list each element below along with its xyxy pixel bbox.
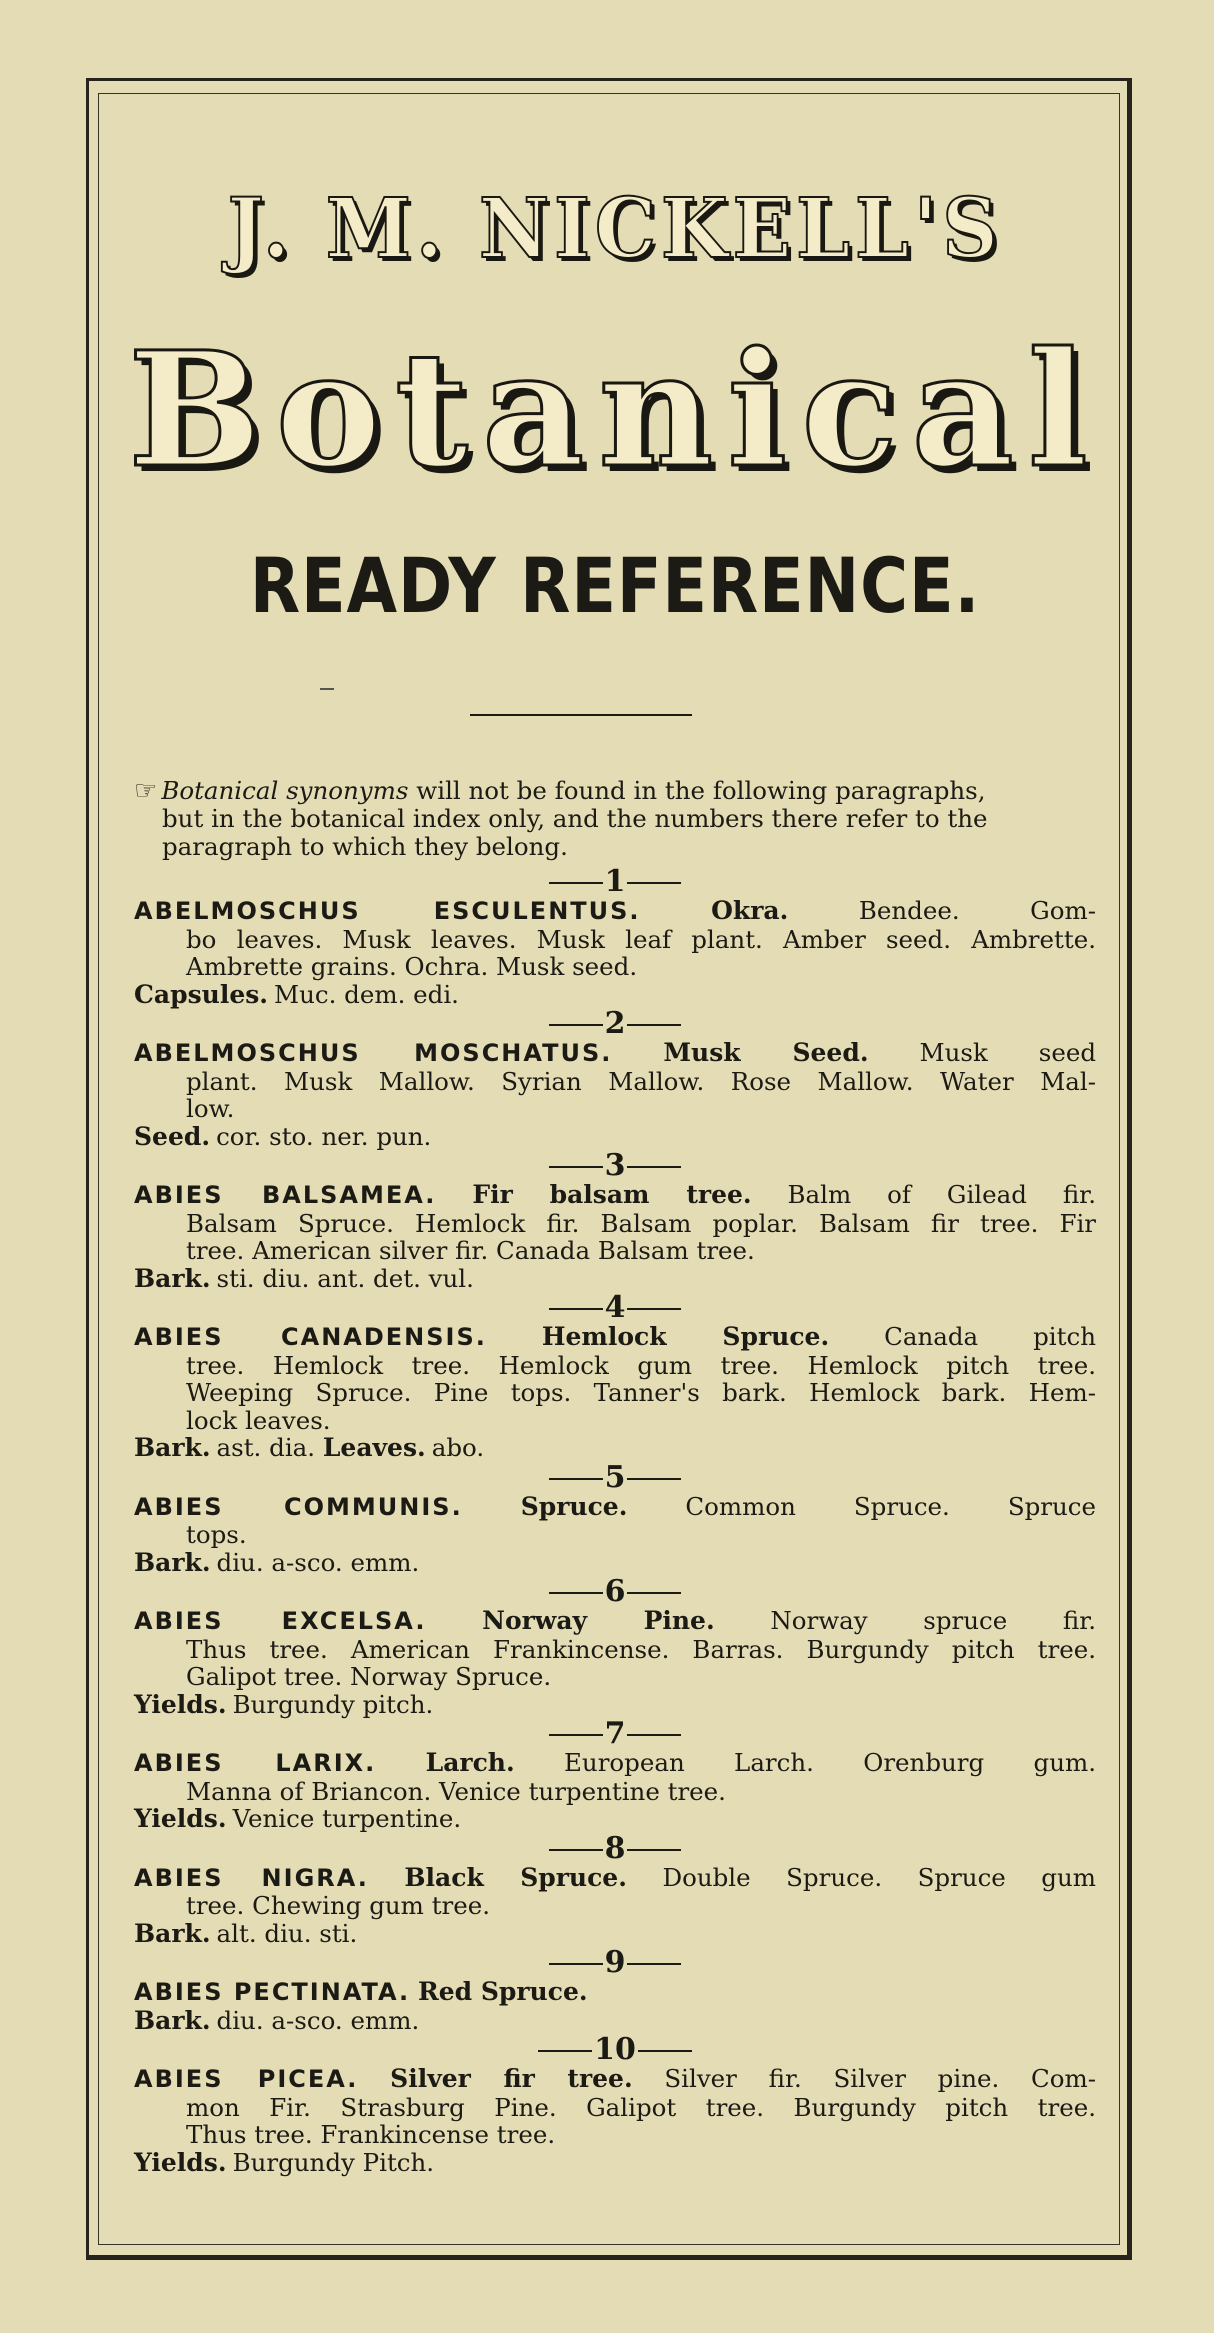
synonyms-continuation: Balsam Spruce. Hemlock fir. Balsam poplar. Balsam fir tree. Fir: [186, 1208, 1096, 1238]
latin-name: ABELMOSCHUS ESCULENTUS.: [134, 897, 641, 925]
latin-name: ABIES PECTINATA.: [134, 1978, 411, 2006]
properties-line: [134, 1265, 1096, 1293]
properties-text: alt. diu. sti.: [216, 1918, 358, 1948]
common-name: Okra.: [711, 896, 789, 925]
number-dash-right: [627, 1963, 681, 1965]
synonyms-text: Double Spruce. Spruce gum: [662, 1862, 1096, 1892]
properties-line: [134, 981, 1096, 1009]
number-dash-right: [627, 1849, 681, 1851]
common-name: Red Spruce.: [417, 1977, 588, 2006]
number-dash-left: [549, 1734, 603, 1736]
properties-line: [134, 1434, 1096, 1462]
paragraph-number: [134, 1830, 1096, 1866]
synonyms-continuation: tree. American silver fir. Canada Balsam tree.: [186, 1236, 755, 1265]
note-line-2: but in the botanical index only, and the numbers there refer to the: [162, 804, 988, 833]
plant-part: Bark.: [134, 2005, 211, 2035]
paragraph-number-text: 6: [604, 1574, 626, 1609]
number-dash-right: [627, 1024, 681, 1026]
properties-text: cor. sto. ner. pun.: [216, 1121, 432, 1151]
paragraph-number-text: 3: [604, 1148, 626, 1183]
paragraph-number-text: 7: [604, 1716, 626, 1751]
latin-name: ABIES NIGRA.: [134, 1863, 369, 1892]
number-dash-right: [627, 1478, 681, 1480]
common-name: Black Spruce.: [404, 1862, 627, 1892]
plant-part: Bark.: [134, 1918, 211, 1948]
plant-part: Yields.: [134, 1804, 227, 1833]
latin-name: ABELMOSCHUS MOSCHATUS.: [134, 1039, 613, 1067]
plant-part: Leaves.: [322, 1433, 426, 1462]
paragraph-number-text: 9: [604, 1945, 626, 1980]
synonyms-text: Musk seed: [919, 1038, 1097, 1067]
entry-paragraph: [134, 1830, 1096, 1948]
entry-paragraph: [134, 1150, 1096, 1292]
entry-heading-line: [134, 2065, 1096, 2094]
synonyms-continuation: lock leaves.: [186, 1405, 331, 1435]
number-dash-left: [549, 882, 603, 884]
synonyms-text: Canada pitch: [884, 1322, 1096, 1351]
synonyms-continuation: mon Fir. Strasburg Pine. Galipot tree. Burgundy pitch tree.: [186, 2092, 1096, 2122]
properties-line: [134, 1805, 1096, 1833]
properties-line: [134, 2007, 1096, 2035]
common-name: Hemlock Spruce.: [541, 1322, 830, 1351]
number-dash-left: [549, 1592, 603, 1594]
properties-line: [134, 2149, 1096, 2177]
synonyms-note: [134, 777, 1096, 861]
entry-list: [134, 866, 1096, 2176]
common-name: Larch.: [425, 1748, 515, 1777]
entry-paragraph: [134, 1292, 1096, 1462]
synonyms-text: Bendee. Gom-: [858, 896, 1096, 925]
plant-part: Capsules.: [134, 979, 269, 1009]
paragraph-number-text: 5: [604, 1459, 626, 1495]
synonyms-continuation: plant. Musk Mallow. Syrian Mallow. Rose Mallow. Water Mal-: [186, 1066, 1096, 1096]
entry-paragraph: [134, 2034, 1096, 2176]
properties-text: Muc. dem. edi.: [274, 979, 459, 1009]
paragraph-number: [134, 1947, 1096, 1978]
latin-name: ABIES COMMUNIS.: [134, 1492, 463, 1521]
entry-heading-line: [134, 1039, 1096, 1068]
synonyms-continuation: Galipot tree. Norway Spruce.: [186, 1662, 552, 1691]
latin-name: ABIES EXCELSA.: [134, 1607, 427, 1635]
entry-heading-line: [134, 897, 1096, 926]
pointing-hand-icon: ☞: [134, 776, 158, 806]
properties-text: abo.: [431, 1433, 485, 1462]
properties-line: [134, 1920, 1096, 1948]
plant-part: Bark.: [134, 1433, 211, 1462]
entry-paragraph: [134, 866, 1096, 1008]
properties-line: [134, 1549, 1096, 1577]
paragraph-number-text: 1: [604, 864, 626, 899]
properties-text: Venice turpentine.: [232, 1804, 462, 1833]
number-dash-left: [549, 1024, 603, 1026]
paragraph-number: [134, 1459, 1096, 1495]
synonyms-continuation: Thus tree. Frankincense tree.: [186, 2120, 556, 2149]
number-dash-right: [627, 1308, 681, 1310]
entry-paragraph: [134, 1008, 1096, 1150]
common-name: Silver fir tree.: [390, 2064, 633, 2093]
paragraph-number-text: 2: [604, 1006, 626, 1041]
latin-name: ABIES CANADENSIS.: [134, 1323, 487, 1351]
common-name: Musk Seed.: [663, 1038, 869, 1067]
properties-text: diu. a-sco. emm.: [216, 2005, 420, 2035]
entry-paragraph: [134, 1459, 1096, 1577]
entry-heading-line: [134, 1749, 1096, 1778]
number-dash-left: [549, 1849, 603, 1851]
plant-part: Bark.: [134, 1263, 211, 1293]
entry-heading-line: [134, 1978, 1096, 2007]
plant-part: Seed.: [134, 1121, 211, 1151]
properties-text: Burgundy Pitch.: [232, 2147, 435, 2177]
page-title: Botanical: [128, 318, 1102, 503]
entry-heading-line: [134, 1864, 1096, 1893]
plant-part: Yields.: [134, 1689, 227, 1719]
synonyms-continuation: Ambrette grains. Ochra. Musk seed.: [186, 952, 638, 981]
number-dash-right: [627, 1166, 681, 1168]
title-divider: [470, 714, 692, 716]
properties-line: [134, 1123, 1096, 1151]
synonyms-continuation: tree. Chewing gum tree.: [186, 1891, 491, 1920]
common-name: Spruce.: [520, 1491, 628, 1521]
synonyms-continuation: low.: [186, 1094, 235, 1123]
paragraph-number-text: 4: [604, 1290, 626, 1325]
owner-heading: J. M. NICKELL'S: [227, 181, 1003, 277]
ink-mark: [320, 688, 334, 690]
properties-text: diu. a-sco. emm.: [216, 1547, 420, 1577]
common-name: Norway Pine.: [482, 1606, 715, 1635]
number-dash-right: [638, 2050, 692, 2052]
properties-text: Burgundy pitch.: [232, 1689, 434, 1719]
entry-heading-line: [134, 1493, 1096, 1522]
entry-paragraph: [134, 1576, 1096, 1718]
number-dash-left: [549, 1308, 603, 1310]
number-dash-left: [549, 1963, 603, 1965]
synonyms-text: Norway spruce fir.: [770, 1606, 1097, 1635]
plant-part: Bark.: [134, 1547, 211, 1577]
paragraph-number-text: 8: [604, 1830, 626, 1866]
paragraph-number: [134, 1008, 1096, 1039]
paragraph-number: [134, 1576, 1096, 1607]
entry-paragraph: [134, 1718, 1096, 1833]
number-dash-right: [627, 1734, 681, 1736]
common-name: Fir balsam tree.: [472, 1180, 752, 1209]
number-dash-left: [549, 1478, 603, 1480]
paragraph-number: [134, 1292, 1096, 1323]
number-dash-right: [627, 882, 681, 884]
latin-name: ABIES PICEA.: [134, 2065, 359, 2093]
synonyms-continuation: Manna of Briancon. Venice turpentine tree.: [186, 1776, 726, 1806]
entry-heading-line: [134, 1323, 1096, 1352]
synonyms-text: Common Spruce. Spruce: [685, 1491, 1096, 1521]
entry-heading-line: [134, 1181, 1096, 1210]
plant-part: Yields.: [134, 2147, 227, 2177]
synonyms-continuation: bo leaves. Musk leaves. Musk leaf plant. Amber seed. Ambrette.: [186, 924, 1096, 954]
properties-line: [134, 1691, 1096, 1719]
number-dash-right: [627, 1592, 681, 1594]
latin-name: ABIES BALSAMEA.: [134, 1181, 437, 1209]
paragraph-number: [134, 866, 1096, 897]
latin-name: ABIES LARIX.: [134, 1749, 377, 1777]
synonyms-continuation: tops.: [186, 1520, 247, 1549]
number-dash-left: [538, 2050, 592, 2052]
entry-paragraph: [134, 1947, 1096, 2034]
note-line-1: will not be found in the following paragraphs,: [408, 776, 986, 805]
synonyms-continuation: Thus tree. American Frankincense. Barras. Burgundy pitch tree.: [186, 1634, 1096, 1664]
note-line-3: paragraph to which they belong.: [162, 832, 568, 861]
synonyms-continuation: tree. Hemlock tree. Hemlock gum tree. Hemlock pitch tree.: [186, 1350, 1096, 1380]
paragraph-number-text: 10: [594, 2032, 636, 2067]
entry-heading-line: [134, 1607, 1096, 1636]
synonyms-text: European Larch. Orenburg gum.: [564, 1748, 1097, 1777]
synonyms-continuation: Weeping Spruce. Pine tops. Tanner's bark. Hemlock bark. Hem-: [186, 1378, 1096, 1407]
paragraph-number: [134, 1718, 1096, 1749]
properties-text: sti. diu. ant. det. vul.: [216, 1263, 474, 1293]
page-subtitle: READY REFERENCE.: [249, 541, 981, 630]
number-dash-left: [549, 1166, 603, 1168]
paragraph-number: [134, 2034, 1096, 2065]
synonyms-text: Silver fir. Silver pine. Com-: [664, 2064, 1096, 2093]
note-italic: Botanical synonyms: [161, 776, 409, 805]
properties-text: ast. dia.: [216, 1433, 316, 1462]
paragraph-number: [134, 1150, 1096, 1181]
synonyms-text: Balm of Gilead fir.: [787, 1180, 1096, 1209]
